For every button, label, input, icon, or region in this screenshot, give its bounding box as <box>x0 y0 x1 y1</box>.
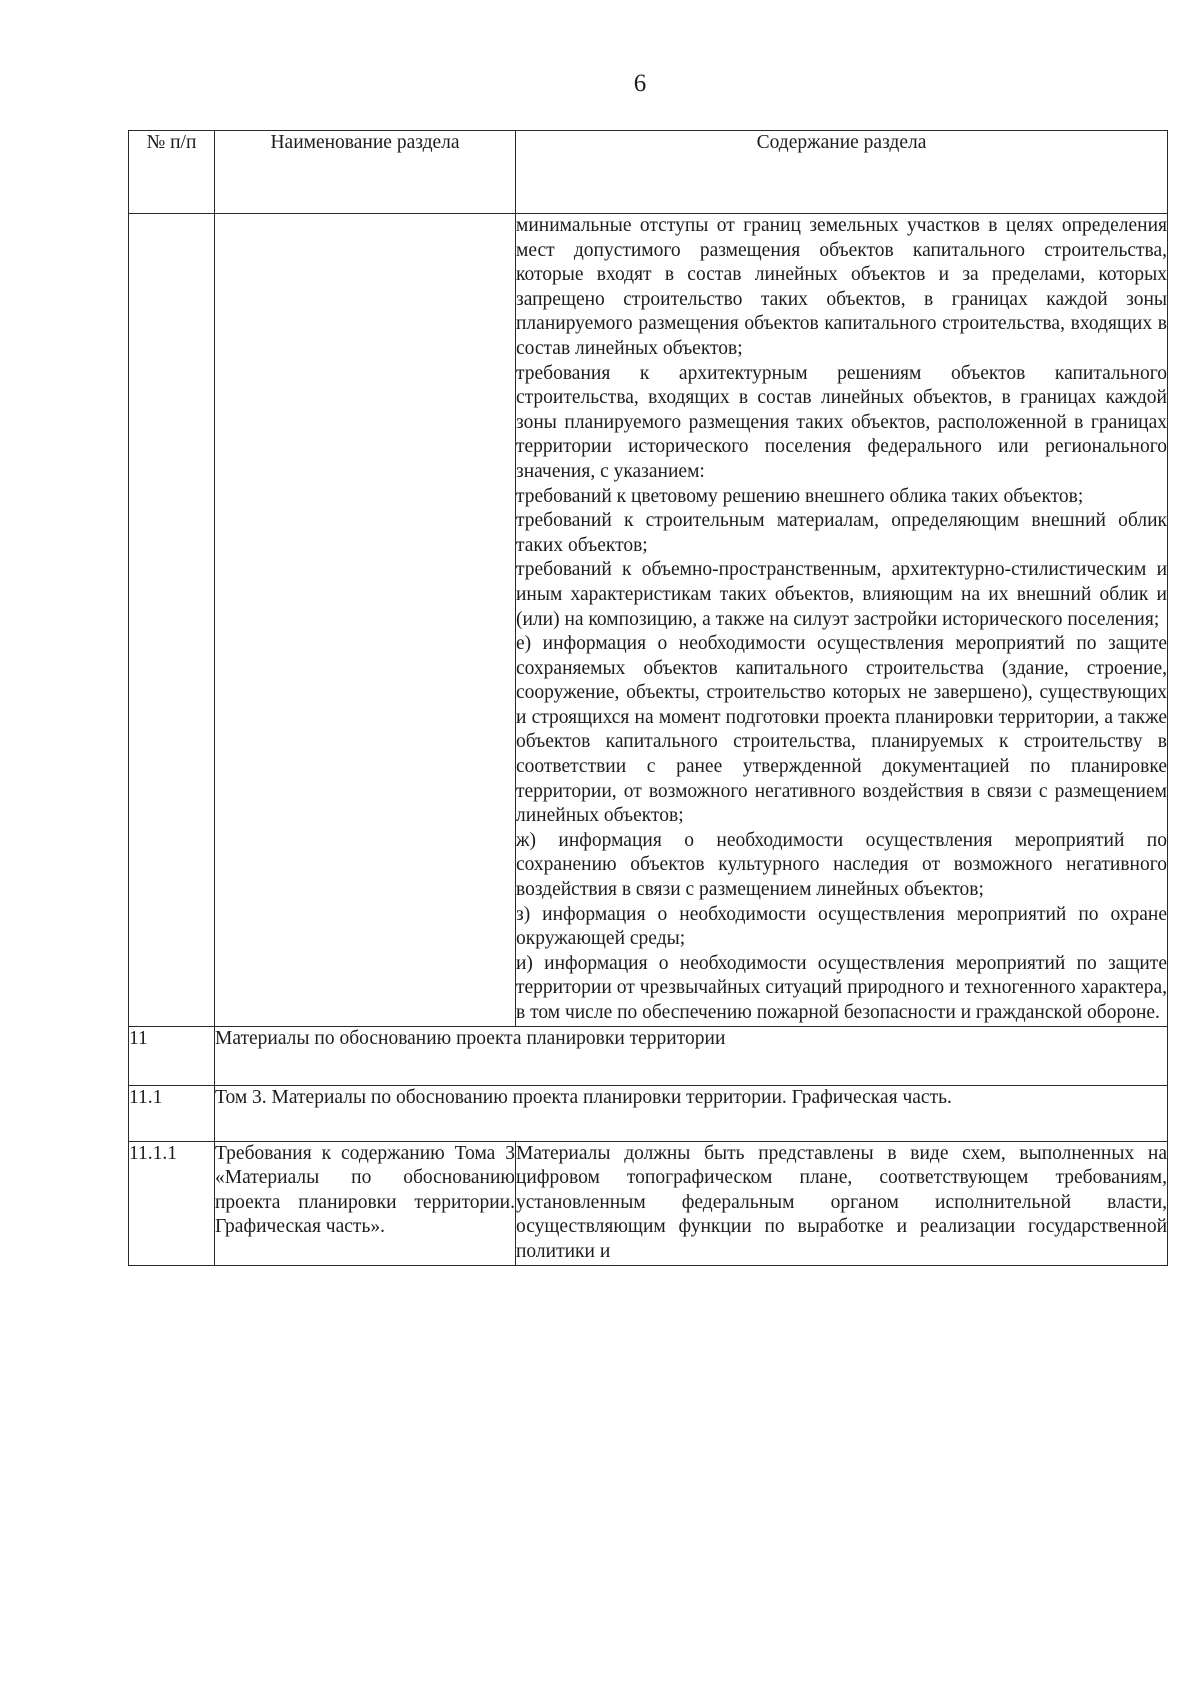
row-number: 11.1.1 <box>129 1141 215 1265</box>
content-paragraph: и) информация о необходимости осуществления мероприятий по защите территории от чрезвычайных ситуаций природного и техногенного характера, в том числе по обеспечению пожарной безопасности и гражданской обороне. <box>516 952 1167 1023</box>
content-paragraph: е) информация о необходимости осуществления мероприятий по защите сохраняемых объектов капитального строительства (здание, строение, сооружение, объекты, строительство которых не завершено), существующих и строящихся на момент подготовки проекта планировки территории, а также объектов капитального строительства, планируемых к строительству в соответствии с ранее утвержденной документацией по планировке территории, от возможного негативного воздействия в связи с размещением линейных объектов; <box>516 633 1167 827</box>
content-paragraph: требования к архитектурным решениям объектов капитального строительства, входящих в состав линейных объектов, в границах каждой зоны планируемого размещения таких объектов, расположенной в границах территории исторического поселения федерального или регионального значения, с указанием: <box>516 362 1167 482</box>
content-paragraph: требований к объемно-пространственным, архитектурно-стилистическим и иным характеристикам таких объектов, влияющим на их внешний облик и (или) на композицию, а также на силуэт застройки исторического поселения; <box>516 559 1167 630</box>
content-paragraph: з) информация о необходимости осуществления мероприятий по охране окружающей среды; <box>516 903 1167 950</box>
header-num: № п/п <box>129 131 215 214</box>
row-section-content: Материалы должны быть представлены в виде схем, выполненных на цифровом топографическом плане, соответствующем требованиям, установленным федеральным органом исполнительной власти, осуществляющим функции по выработке и реализации государственной политики и <box>516 1141 1168 1265</box>
cell-name-empty <box>215 214 516 1027</box>
page-number: 6 <box>633 70 647 97</box>
row-section-name: Требования к содержанию Тома 3 «Материалы по обоснованию проекта планировки территории. Графическая часть». <box>215 1141 516 1265</box>
header-name: Наименование раздела <box>215 131 516 214</box>
sections-table <box>128 130 1168 1266</box>
table-row-11-1-1 <box>129 1141 1168 1265</box>
table-row-11 <box>129 1026 1168 1085</box>
row-number: 11 <box>129 1026 215 1085</box>
content-paragraph: ж) информация о необходимости осуществления мероприятий по сохранению объектов культурного наследия от возможного негативного воздействия в связи с размещением линейных объектов; <box>516 829 1167 901</box>
cell-num-empty <box>129 214 215 1027</box>
row-title: Том 3. Материалы по обоснованию проекта планировки территории. Графическая часть. <box>215 1085 1168 1141</box>
cell-content-continued <box>516 214 1168 1027</box>
content-paragraph: требований к строительным материалам, определяющим внешний облик таких объектов; <box>516 510 1167 556</box>
header-content: Содержание раздела <box>516 131 1168 214</box>
content-paragraph: минимальные отступы от границ земельных участков в целях определения мест допустимого размещения объектов капитального строительства, которые входят в состав линейных объектов и за пределами, которых запрещено строительство таких объектов, в границах каждой зоны планируемого размещения объектов капитального строительства, входящих в состав линейных объектов; <box>516 215 1167 359</box>
table-header-row <box>129 131 1168 214</box>
table-row-11-1 <box>129 1085 1168 1141</box>
row-number: 11.1 <box>129 1085 215 1141</box>
content-paragraph: требований к цветовому решению внешнего облика таких объектов; <box>516 485 1084 507</box>
table-row-continued <box>129 214 1168 1027</box>
row-title: Материалы по обоснованию проекта планировки территории <box>215 1026 1168 1085</box>
